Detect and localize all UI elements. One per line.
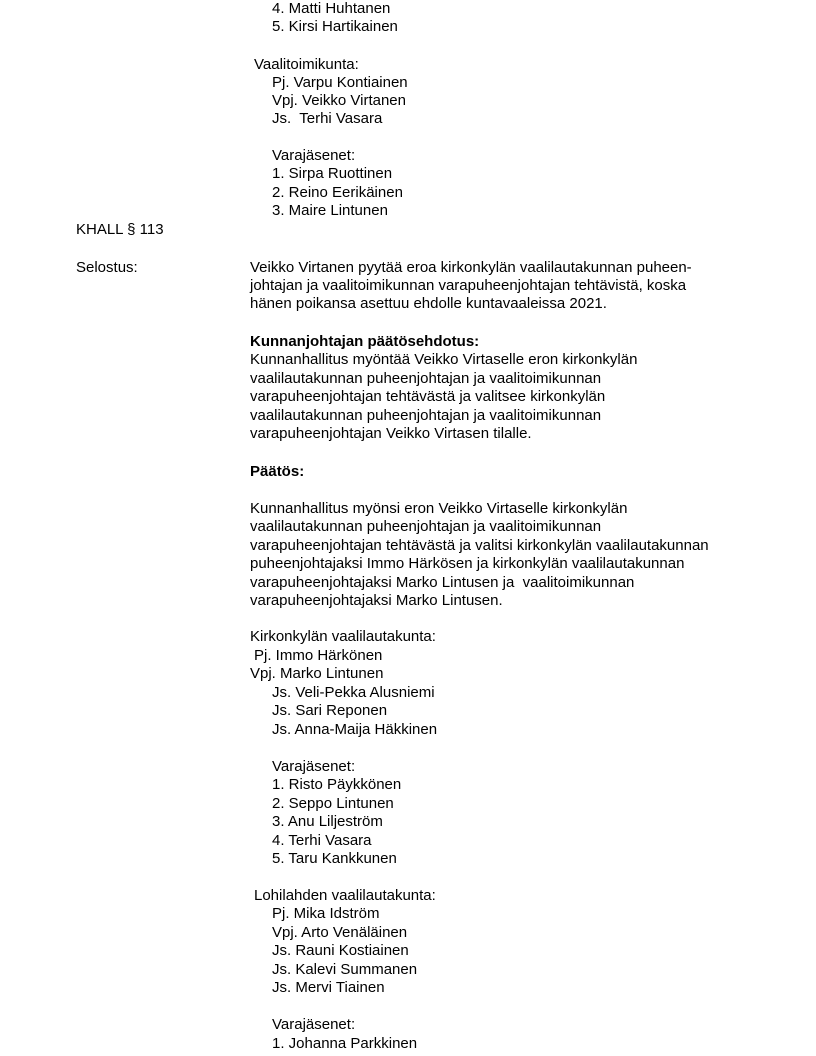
proposal-line: varapuheenjohtajan Veikko Virtasen tilalle.: [250, 425, 532, 442]
member-item: Vpj. Marko Lintunen: [250, 665, 384, 682]
selostus-line: Veikko Virtanen pyytää eroa kirkonkylän vaalilautakunnan puheen-: [250, 259, 692, 276]
alternate-item: 4. Terhi Vasara: [272, 832, 372, 849]
member-item: Js. Veli-Pekka Alusniemi: [272, 684, 435, 701]
member-item: Js. Mervi Tiainen: [272, 979, 385, 996]
member-item: Pj. Varpu Kontiainen: [272, 74, 408, 91]
alternate-item: 1. Johanna Parkkinen: [272, 1035, 418, 1052]
selostus-label: Selostus:: [76, 259, 138, 276]
alternate-item: 1. Risto Päykkönen: [272, 776, 402, 793]
alternate-item: 2. Reino Eerikäinen: [272, 184, 403, 201]
decision-line: varapuheenjohtajaksi Marko Lintusen.: [250, 592, 503, 609]
proposal-line: Kunnanhallitus myöntää Veikko Virtaselle eron kirkonkylän: [250, 351, 638, 368]
alternate-item: 2. Seppo Lintunen: [272, 795, 394, 812]
proposal-line: vaalilautakunnan puheenjohtajan ja vaalitoimikunnan: [250, 370, 602, 387]
list-item: 5. Kirsi Hartikainen: [272, 18, 398, 35]
member-item: Js. Sari Reponen: [272, 702, 388, 719]
alternate-item: 3. Maire Lintunen: [272, 202, 388, 219]
member-item: Pj. Mika Idström: [272, 905, 380, 922]
vaalitoimikunta-heading: Vaalitoimikunta:: [254, 56, 359, 73]
member-item: Js. Terhi Vasara: [272, 110, 383, 127]
kirkonkyla-heading: Kirkonkylän vaalilautakunta:: [250, 628, 436, 645]
decision-line: Kunnanhallitus myönsi eron Veikko Virtaselle kirkonkylän: [250, 500, 628, 517]
member-item: Js. Kalevi Summanen: [272, 961, 418, 978]
member-item: Vpj. Arto Venäläinen: [272, 924, 408, 941]
proposal-line: varapuheenjohtajan tehtävästä ja valitsee kirkonkylän: [250, 388, 606, 405]
lohilahti-heading: Lohilahden vaalilautakunta:: [254, 887, 436, 904]
alternate-item: 3. Anu Liljeström: [272, 813, 383, 830]
selostus-line: hänen poikansa asettuu ehdolle kuntavaaleissa 2021.: [250, 295, 607, 312]
member-item: Vpj. Veikko Virtanen: [272, 92, 406, 109]
decision-line: vaalilautakunnan puheenjohtajan ja vaalitoimikunnan: [250, 518, 602, 535]
proposal-heading: Kunnanjohtajan päätösehdotus:: [250, 333, 480, 350]
list-item: 4. Matti Huhtanen: [272, 0, 391, 17]
alternates-heading: Varajäsenet:: [272, 147, 356, 164]
alternate-item: 5. Taru Kankkunen: [272, 850, 397, 867]
decision-line: puheenjohtajaksi Immo Härkösen ja kirkonkylän vaalilautakunnan: [250, 555, 685, 572]
decision-line: varapuheenjohtajan tehtävästä ja valitsi kirkonkylän vaalilautakunnan: [250, 537, 709, 554]
proposal-line: vaalilautakunnan puheenjohtajan ja vaalitoimikunnan: [250, 407, 602, 424]
decision-line: varapuheenjohtajaksi Marko Lintusen ja vaalitoimikunnan: [250, 574, 635, 591]
alternates-heading: Varajäsenet:: [272, 1016, 356, 1033]
section-reference: KHALL § 113: [76, 221, 164, 238]
selostus-line: johtajan ja vaalitoimikunnan varapuheenjohtajan tehtävistä, koska: [250, 277, 687, 294]
alternate-item: 1. Sirpa Ruottinen: [272, 165, 393, 182]
decision-heading: Päätös:: [250, 463, 305, 480]
alternates-heading: Varajäsenet:: [272, 758, 356, 775]
member-item: Js. Rauni Kostiainen: [272, 942, 409, 959]
member-item: Js. Anna-Maija Häkkinen: [272, 721, 438, 738]
member-item: Pj. Immo Härkönen: [254, 647, 383, 664]
